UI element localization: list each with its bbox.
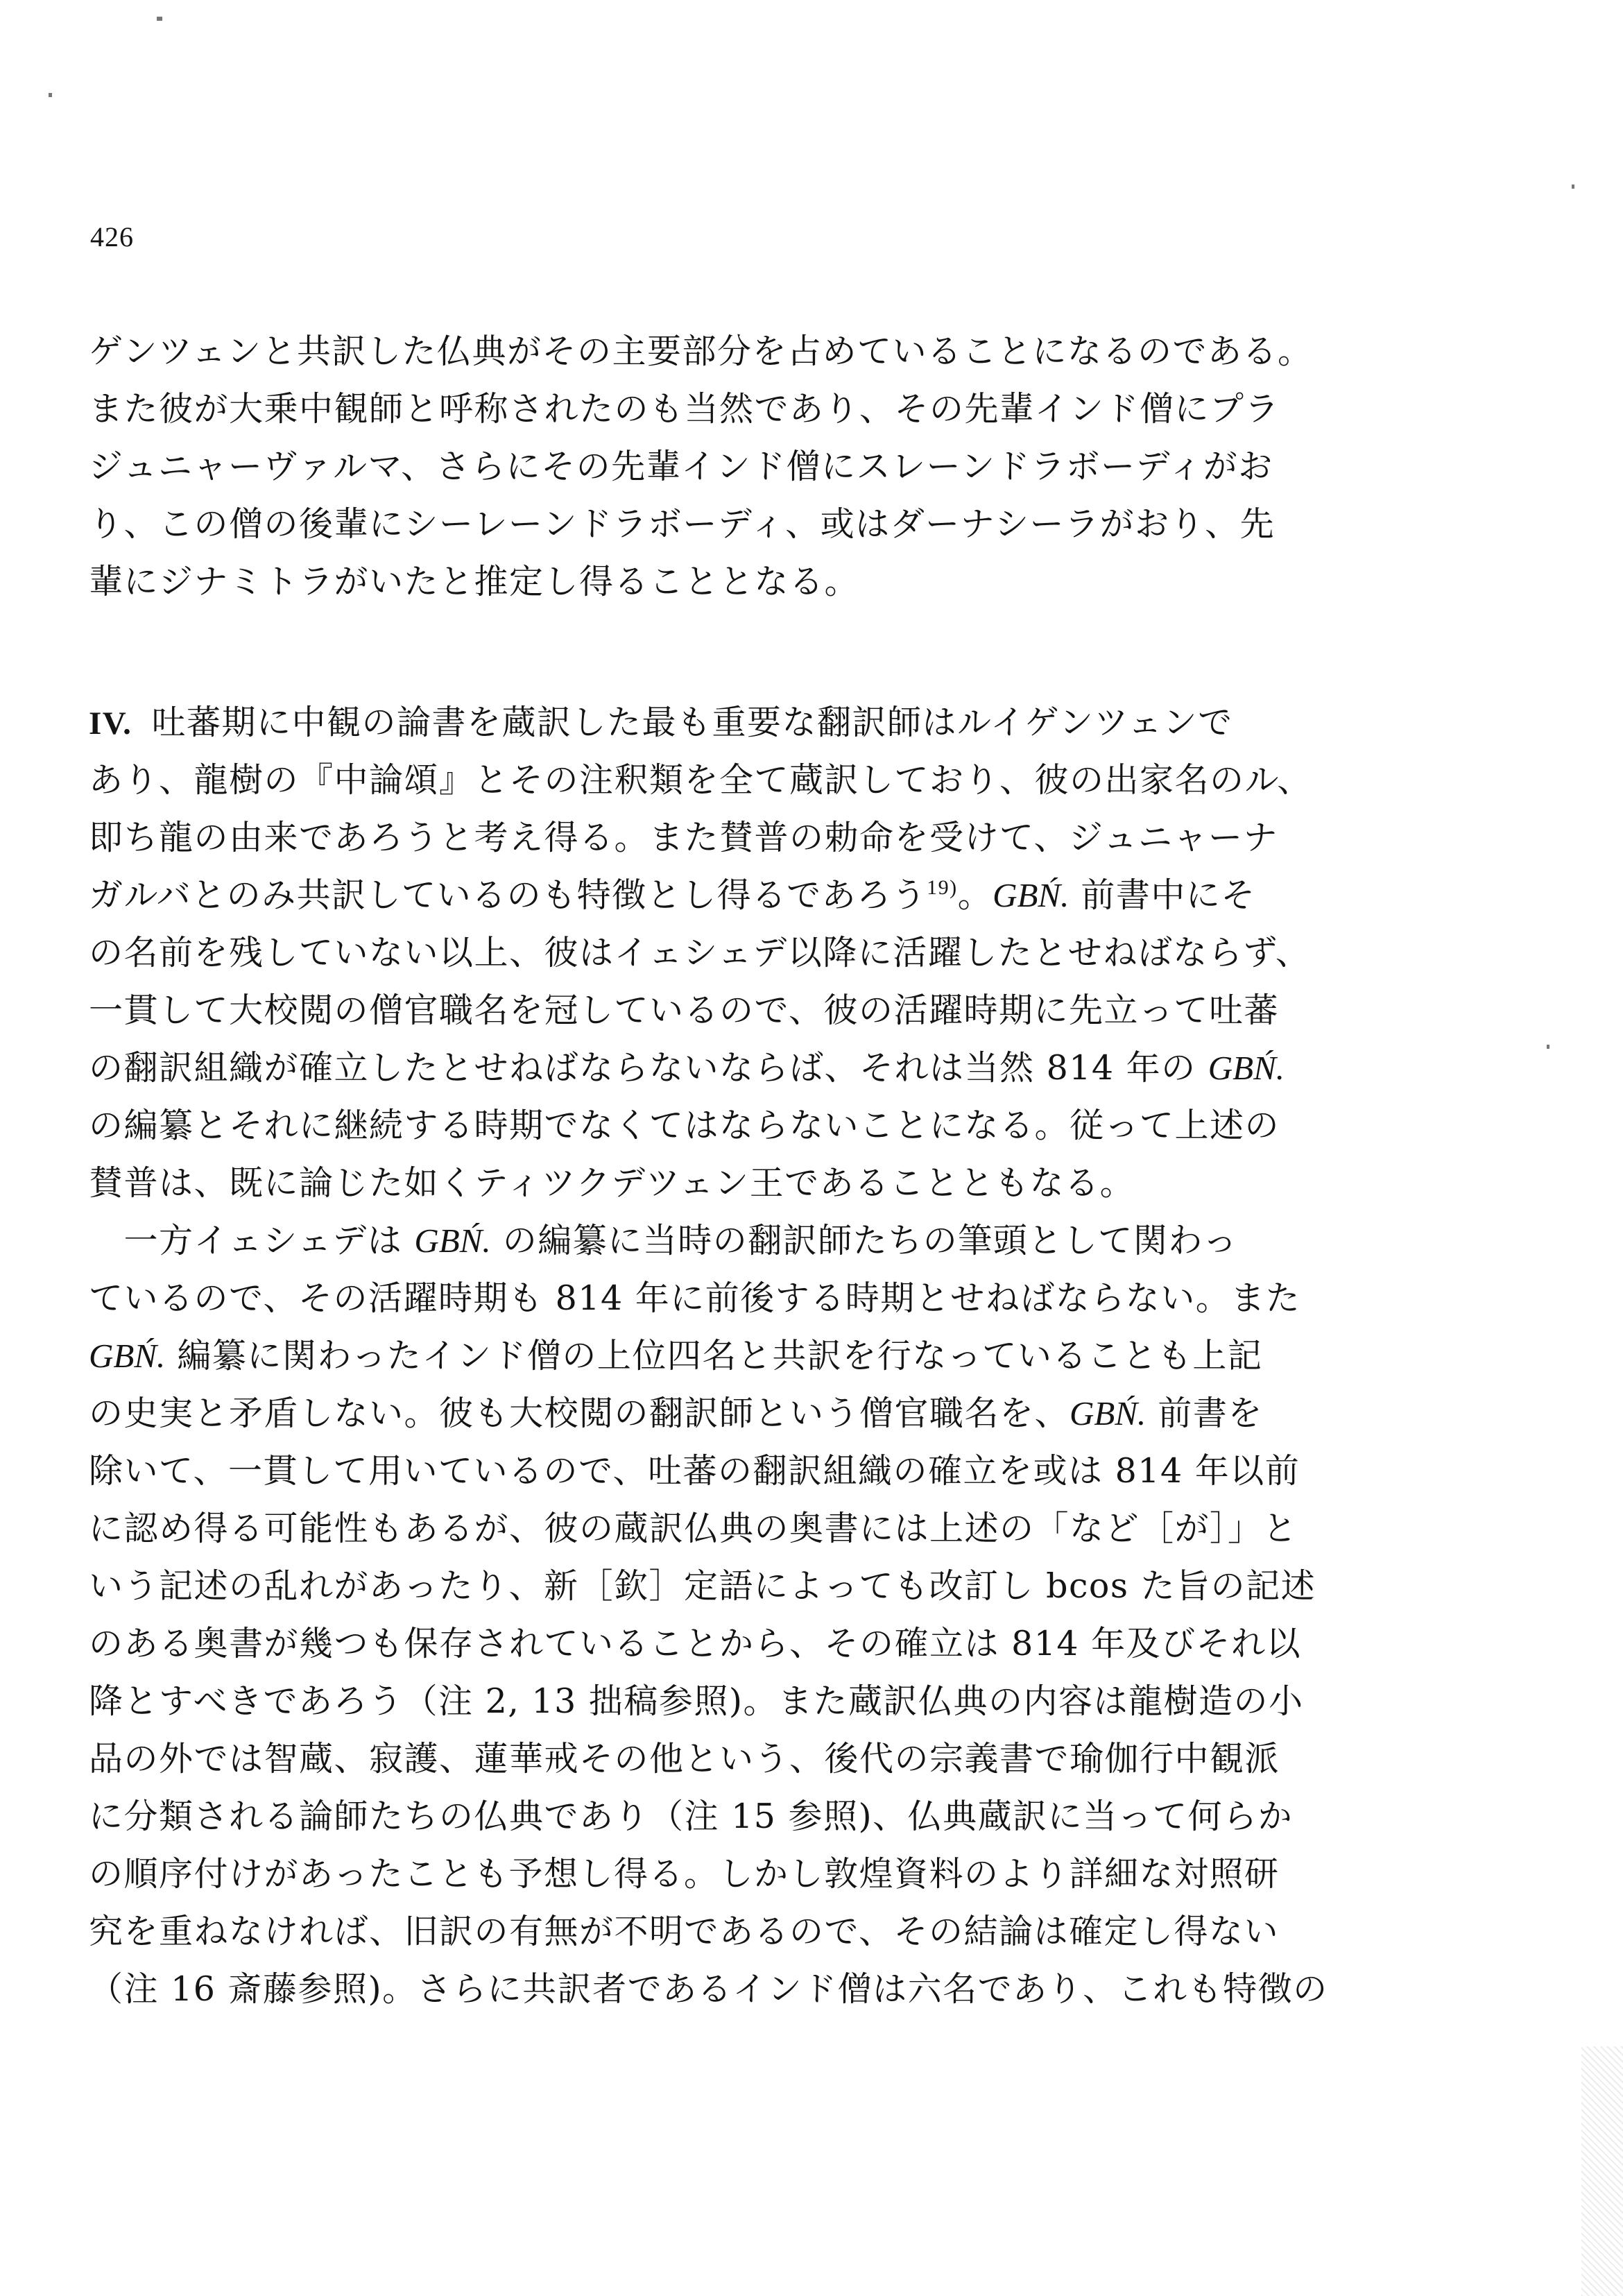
text-line (89, 1039, 1296, 1097)
scan-mark (1572, 185, 1574, 189)
text-line: に分類される論師たちの仏典であり（注 15 参照)、仏典蔵訳に当って何らか (89, 1797, 1294, 1836)
page-number: 426 (90, 221, 134, 252)
text-line: 即ち龍の由来であろうと考え得る。また賛普の勅命を受けて、ジュニャーナ (89, 818, 1279, 857)
line-text: の翻訳組織が確立したとせねばならないならば、それは当然 814 年の (89, 1048, 1208, 1088)
section-label: IV. (89, 705, 132, 742)
text-line (89, 1212, 1296, 1269)
text-line: ジュニャーヴァルマ、さらにその先輩インド僧にスレーンドラボーディがお (89, 447, 1273, 486)
text-line: 降とすべきであろう（注 2, 13 拙稿参照)。また蔵訳仏典の内容は龍樹造の小 (89, 1681, 1304, 1721)
abbrev-gbn: GBŃ. (1208, 1049, 1285, 1087)
text-line: 一貫して大校閲の僧官職名を冠しているので、彼の活躍時期に先立って吐蕃 (89, 991, 1280, 1030)
text-line: に認め得る可能性もあるが、彼の蔵訳仏典の奥書には上述の「など［が］」と (89, 1509, 1298, 1548)
scan-mark (1547, 1045, 1549, 1049)
footnote-ref: 19) (927, 876, 958, 899)
text-line (89, 866, 1296, 924)
text-line: 究を重ねなければ、旧訳の有無が不明であるので、その結論は確定し得ない (89, 1912, 1280, 1951)
line-text: 吐蕃期に中観の論書を蔵訳した最も重要な翻訳師はルイゲンツェンで (151, 703, 1233, 742)
abbrev-gbn: GBŃ. (1070, 1394, 1147, 1432)
line-text: ガルバとのみ共訳しているのも特徴とし得るであろう (89, 875, 927, 915)
line-text: 前書を (1146, 1394, 1263, 1433)
text-line: 除いて、一貫して用いているので、吐蕃の翻訳組織の確立を或は 814 年以前 (89, 1451, 1300, 1491)
line-text: 一方イェシェデは (89, 1221, 415, 1260)
text-line: の名前を残していない以上、彼はイェシェデ以降に活躍したとせねばならず、 (89, 933, 1311, 973)
scan-mark (49, 93, 52, 97)
line-text: 。 (957, 875, 993, 915)
text-line: また彼が大乗中観師と呼称されたのも当然であり、その先輩インド僧にプラ (89, 389, 1280, 429)
scan-mark (157, 17, 162, 21)
text-line: 品の外では智蔵、寂護、蓮華戒その他という、後代の宗義書で瑜伽行中観派 (89, 1739, 1280, 1779)
text-line: の編纂とそれに継続する時期でなくてはならないことになる。従って上述の (89, 1106, 1280, 1145)
text-line: 賛普は、既に論じた如くティツクデツェン王であることともなる。 (89, 1163, 1135, 1203)
abbrev-gbn: GBŃ. (414, 1222, 491, 1260)
text-line: ているので、その活躍時期も 814 年に前後する時期とせねばならない。また (89, 1278, 1301, 1318)
text-line: り、この僧の後輩にシーレーンドラボーディ、或はダーナシーラがおり、先 (89, 504, 1276, 544)
text-line: ゲンツェンと共訳した仏典がその主要部分を占めていることになるのである。 (89, 332, 1313, 371)
text-line: 輩にジナミトラがいたと推定し得ることとなる。 (89, 562, 860, 601)
line-text: 前書中にそ (1069, 875, 1256, 915)
text-line: いう記述の乱れがあったり、新［欽］定語によっても改訂し bcos た旨の記述 (89, 1566, 1316, 1606)
text-line: （注 16 斎藤参照)。さらに共訳者であるインド僧は六名であり、これも特徴の (89, 1969, 1328, 2009)
line-text: の編纂に当時の翻訳師たちの筆頭として関わっ (490, 1221, 1238, 1260)
text-line: あり、龍樹の『中論頌』とその注釈類を全て蔵訳しており、彼の出家名のル、 (89, 760, 1312, 800)
abbrev-gbn: GBŃ. (89, 1337, 166, 1375)
line-text: の史実と矛盾しない。彼も大校閲の翻訳師という僧官職名を、 (89, 1394, 1070, 1433)
abbrev-gbn: GBŃ. (993, 876, 1070, 914)
text-line: のある奥書が幾つも保存されていることから、その確立は 814 年及びそれ以 (89, 1624, 1302, 1663)
text-line (89, 694, 1296, 751)
scan-noise (1581, 2046, 1623, 2296)
text-line (89, 1327, 1296, 1385)
text-line (89, 1385, 1296, 1442)
text-line: の順序付けがあったことも予想し得る。しかし敦煌資料のより詳細な対照研 (89, 1854, 1280, 1894)
line-text: 編纂に関わったインド僧の上位四名と共訳を行なっていることも上記 (165, 1336, 1263, 1376)
section-iv (89, 694, 1328, 2018)
paragraph-continued (89, 323, 1313, 610)
